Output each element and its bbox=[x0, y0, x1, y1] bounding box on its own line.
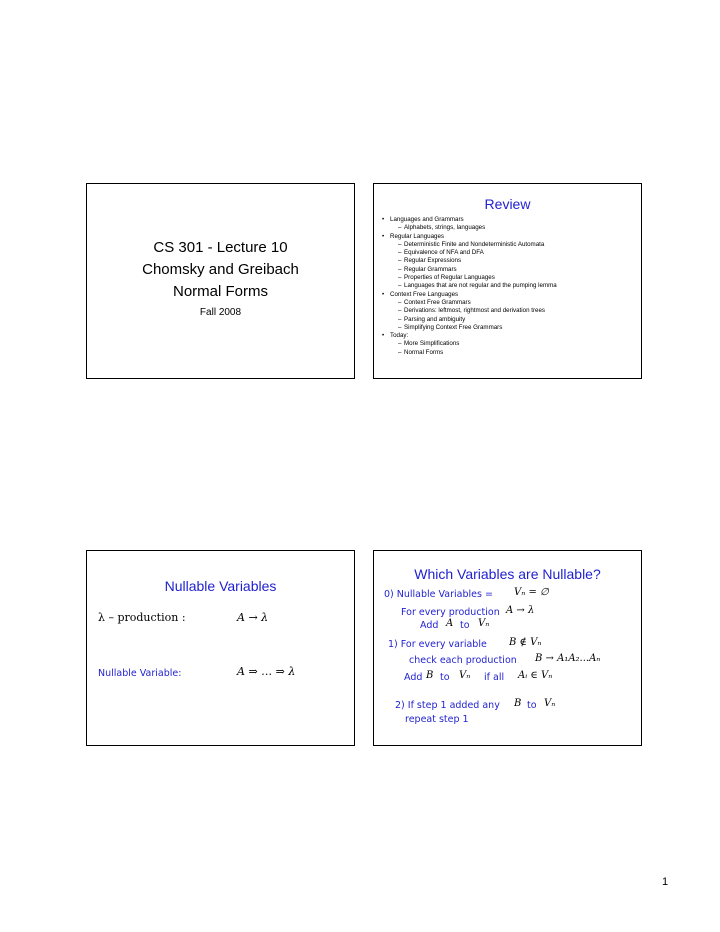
review-subbullet: – Alphabets, strings, languages bbox=[382, 224, 557, 232]
vn-math-2: Vₙ bbox=[459, 670, 471, 681]
lecture-title-line-1: CS 301 - Lecture 10 bbox=[153, 239, 288, 256]
step2-text: 2) If step 1 added any bbox=[395, 700, 500, 711]
lecture-title-line-3: Normal Forms bbox=[172, 283, 268, 300]
review-bullet: • Languages and Grammars bbox=[382, 216, 557, 224]
repeat-text: repeat step 1 bbox=[405, 714, 469, 725]
nullable-variable-label: Nullable Variable: bbox=[98, 668, 182, 679]
review-bullet: • Regular Languages bbox=[382, 233, 557, 241]
review-bullet: • Today: bbox=[382, 332, 557, 340]
review-subbullet: – Normal Forms bbox=[382, 349, 557, 357]
slide-nullable-variables bbox=[86, 550, 355, 746]
review-subbullet: – Languages that are not regular and the pumping lemma bbox=[382, 282, 557, 290]
vn-math: Vₙ bbox=[478, 618, 490, 629]
step1-text: 1) For every variable bbox=[388, 639, 487, 650]
slide-which-nullable bbox=[373, 550, 642, 746]
step2-b-math: B bbox=[514, 698, 522, 709]
add-word-2: Add bbox=[404, 672, 423, 683]
slide-review bbox=[373, 183, 642, 379]
review-subbullet: – Equivalence of NFA and DFA bbox=[382, 249, 557, 257]
to-word: to bbox=[460, 620, 470, 631]
page-number: 1 bbox=[662, 876, 669, 888]
review-subbullet: – Properties of Regular Languages bbox=[382, 274, 557, 282]
review-subbullet: – Simplifying Context Free Grammars bbox=[382, 324, 557, 332]
review-subbullet: – Regular Expressions bbox=[382, 257, 557, 265]
review-bullet: • Context Free Languages bbox=[382, 291, 557, 299]
add-variable: A bbox=[446, 618, 454, 629]
check-math: B → A₁A₂...Aₙ bbox=[535, 653, 601, 664]
vn-math-3: Vₙ bbox=[544, 698, 556, 709]
lecture-title-line-2: Chomsky and Greibach bbox=[142, 261, 299, 278]
step0-math: Vₙ = ∅ bbox=[514, 587, 549, 598]
add-word: Add bbox=[420, 620, 439, 631]
step1-math: B ∉ Vₙ bbox=[509, 637, 542, 648]
lambda-production-label: λ – production : bbox=[98, 611, 186, 624]
step0-text: 0) Nullable Variables = bbox=[384, 589, 493, 600]
review-subbullet: – Deterministic Finite and Nondeterministic Automata bbox=[382, 241, 557, 249]
review-subbullet: – More Simplifications bbox=[382, 340, 557, 348]
lambda-production-formula: A → λ bbox=[237, 611, 269, 624]
review-list bbox=[382, 216, 557, 357]
nullable-title: Nullable Variables bbox=[164, 578, 277, 594]
which-nullable-title: Which Variables are Nullable? bbox=[414, 566, 601, 582]
for-every-production: For every production bbox=[401, 607, 500, 618]
review-title: Review bbox=[484, 196, 531, 212]
review-subbullet: – Context Free Grammars bbox=[382, 299, 557, 307]
review-subbullet: – Derivations: leftmost, rightmost and derivation trees bbox=[382, 307, 557, 315]
ai-math: Aᵢ ∈ Vₙ bbox=[518, 670, 553, 681]
if-all-text: if all bbox=[484, 672, 505, 683]
slide-title bbox=[86, 183, 355, 379]
add-b-math: B bbox=[426, 670, 434, 681]
production-math: A → λ bbox=[506, 605, 535, 616]
to-word-2: to bbox=[440, 672, 450, 683]
nullable-variable-formula: A ⇒ … ⇒ λ bbox=[237, 665, 296, 678]
review-subbullet: – Regular Grammars bbox=[382, 266, 557, 274]
check-text: check each production bbox=[409, 655, 517, 666]
to-word-3: to bbox=[527, 700, 537, 711]
lecture-subtitle: Fall 2008 bbox=[199, 307, 242, 318]
review-subbullet: – Parsing and ambiguity bbox=[382, 316, 557, 324]
